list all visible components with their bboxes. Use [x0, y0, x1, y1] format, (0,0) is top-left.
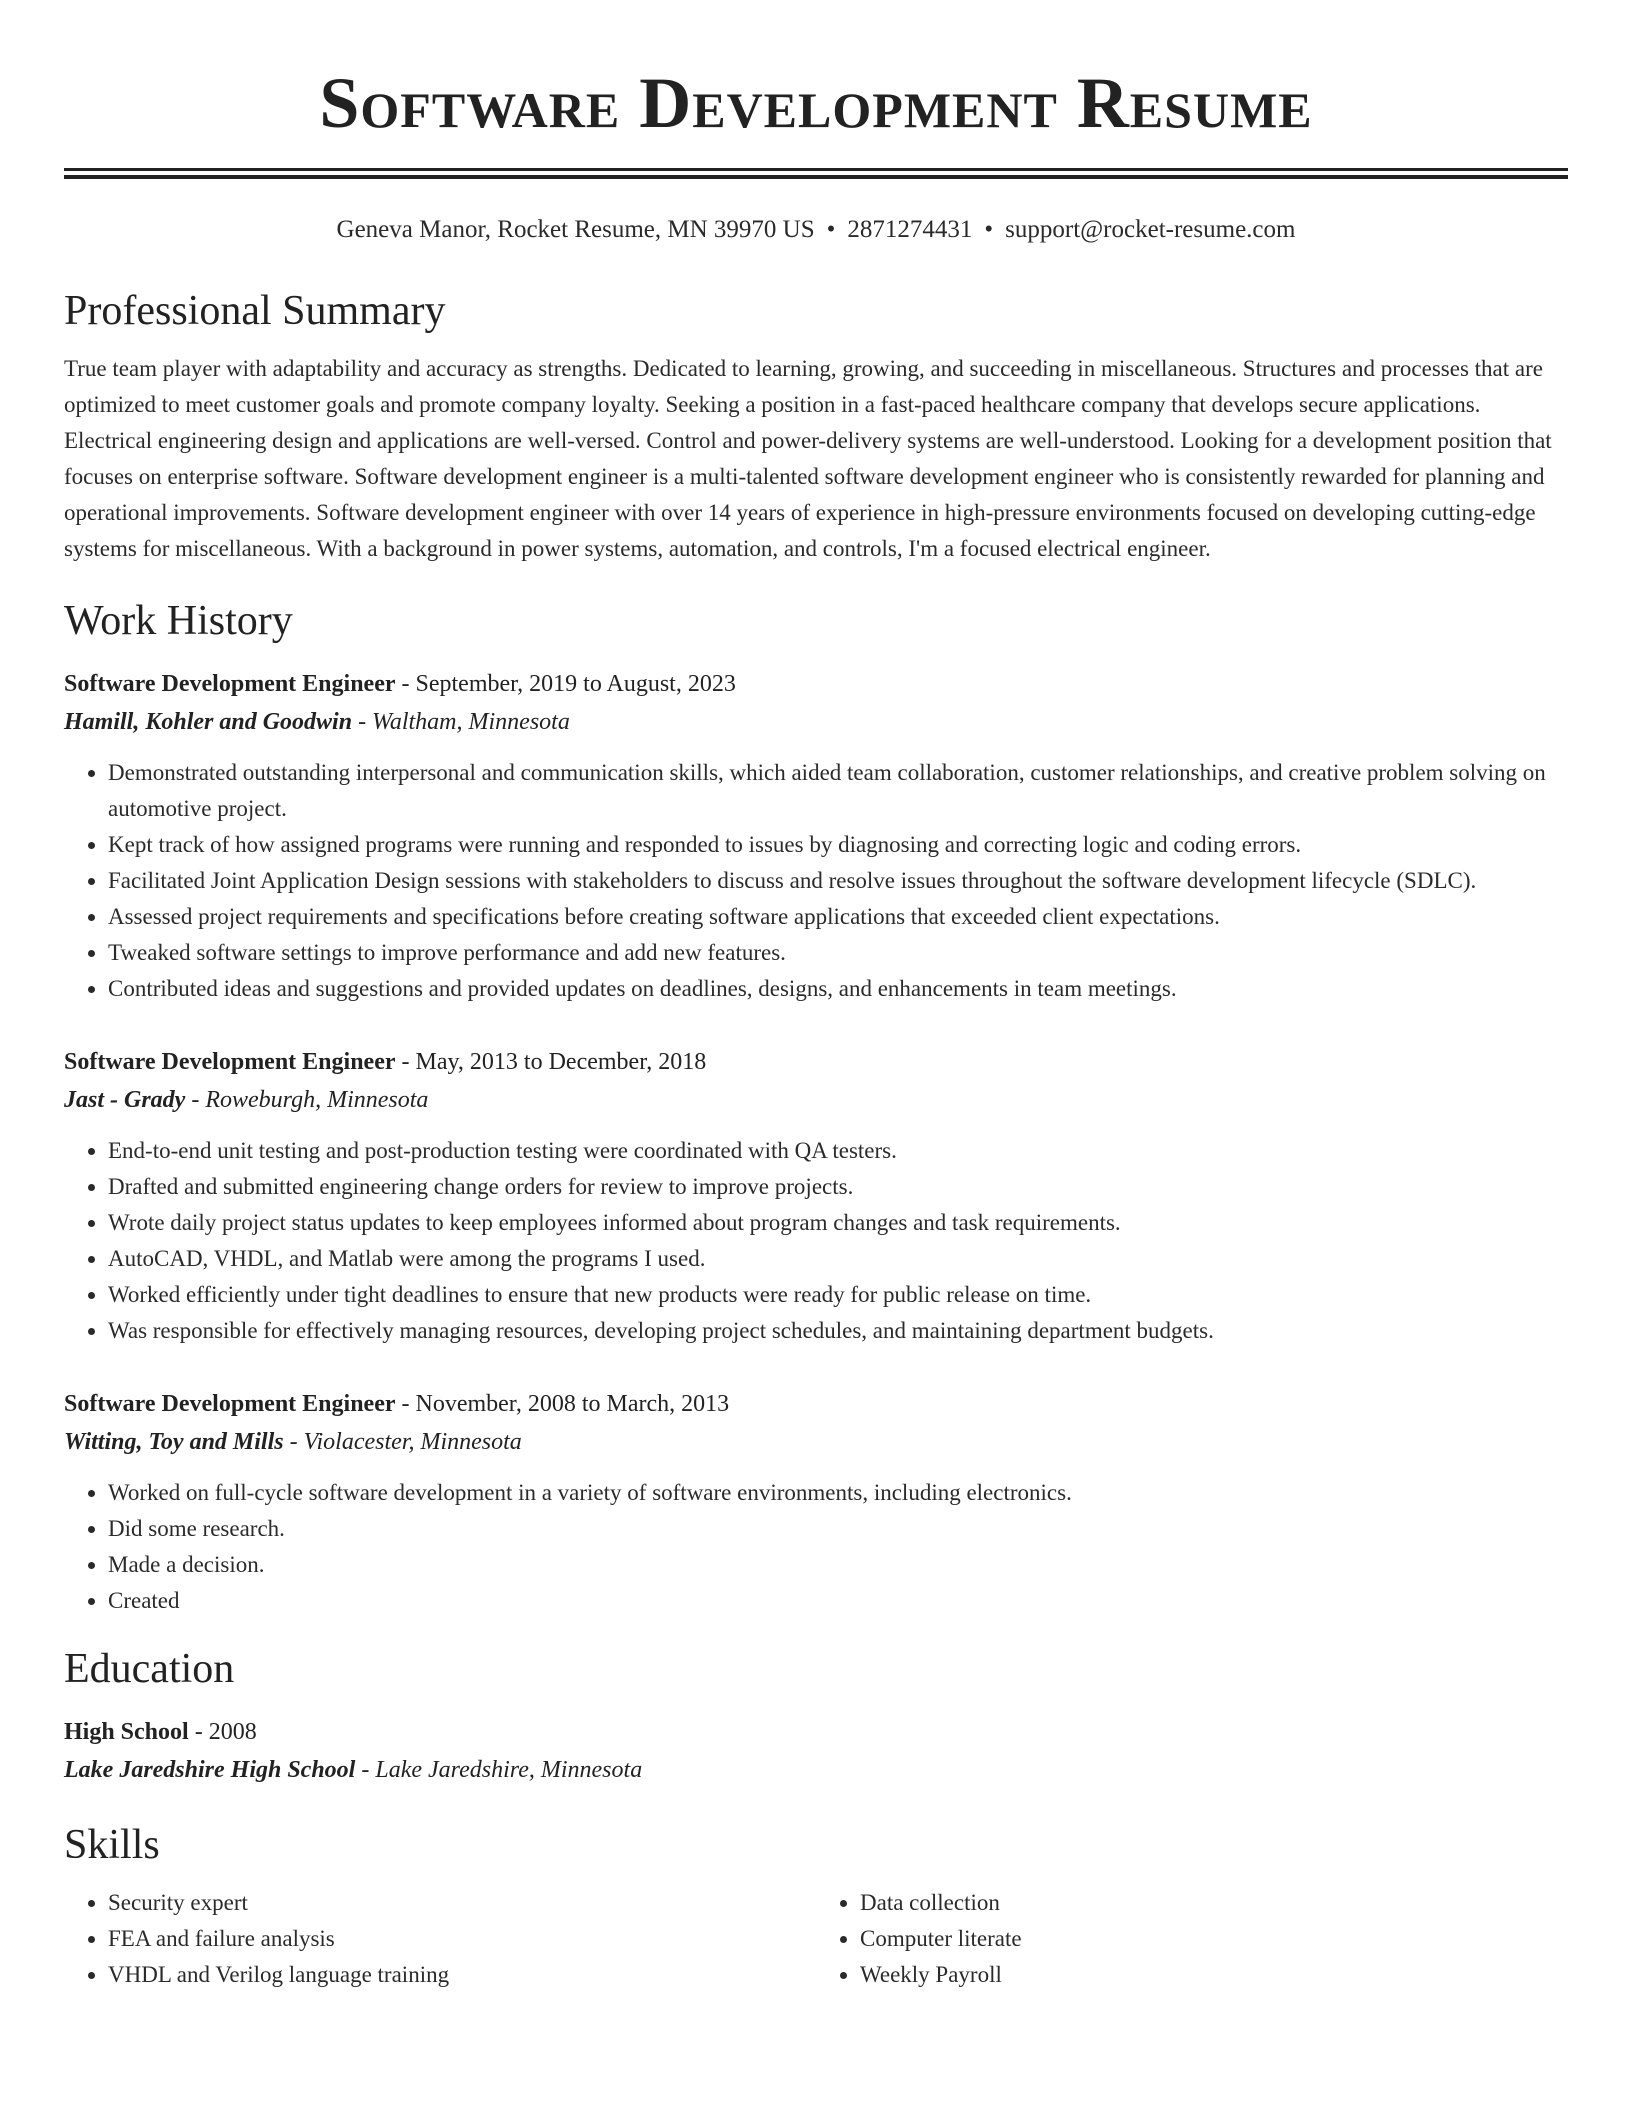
job-entry: [64, 1043, 1568, 1349]
job-bullets: [64, 1475, 1568, 1619]
education-entry: [64, 1713, 1568, 1789]
company-line: [64, 703, 1568, 741]
summary-text: True team player with adaptability and accuracy as strengths. Dedicated to learning, growing, and succeeding in miscellaneous. Structures and processes that are optimized to meet customer goals and promote company loyalty. Seeking a position in a fast-paced healthcare company that develops secure applications. Electrical engineering design and applications are well-versed. Control and power-delivery systems are well-understood. Looking for a development position that focuses on enterprise software. Software development engineer is a multi-talented software development engineer who is consistently rewarded for planning and operational improvements. Software development engineer with over 14 years of experience in high-pressure environments focused on developing cutting-edge systems for miscellaneous. With a background in power systems, automation, and controls, I'm a focused electrical engineer.: [64, 356, 1552, 561]
contact-phone: 2871274431: [847, 216, 973, 243]
company-line: [64, 1423, 1568, 1461]
list-item: • Kept track of how assigned programs were running and responded to issues by diagnosing and correcting logic and coding errors.: [108, 827, 1568, 863]
skills-list-right: [816, 1885, 1568, 1993]
job-dates: - November, 2008 to March, 2013: [395, 1391, 730, 1417]
list-item: • Data collection: [860, 1885, 1568, 1921]
list-item: • Created: [108, 1583, 1568, 1619]
education-location: - Lake Jaredshire, Minnesota: [355, 1757, 643, 1783]
resume-title: Software Development Resume: [319, 63, 1313, 143]
list-item: • AutoCAD, VHDL, and Matlab were among the programs I used.: [108, 1241, 1568, 1277]
list-item: • Did some research.: [108, 1511, 1568, 1547]
job-title-line: [64, 1385, 1568, 1423]
list-item: • Wrote daily project status updates to keep employees informed about program changes and task requirements.: [108, 1205, 1568, 1241]
education-heading: Education: [64, 1646, 235, 1692]
summary-heading: Professional Summary: [64, 288, 446, 334]
contact-address: Geneva Manor, Rocket Resume, MN 39970 US: [336, 216, 815, 243]
job-location: - Waltham, Minnesota: [352, 709, 570, 735]
job-role: Software Development Engineer: [64, 1049, 396, 1075]
list-item: • Demonstrated outstanding interpersonal and communication skills, which aided team collaboration, customer relationships, and creative problem solving on automotive project.: [108, 755, 1568, 827]
work-history-heading: Work History: [64, 598, 293, 644]
skills-grid: [64, 1885, 1568, 1993]
job-dates: - September, 2019 to August, 2023: [395, 671, 736, 697]
education-year: - 2008: [188, 1719, 257, 1745]
contact-separator: •: [826, 216, 836, 243]
list-item: • Computer literate: [860, 1921, 1568, 1957]
list-item: • Security expert: [108, 1885, 816, 1921]
education-school: Lake Jaredshire High School: [64, 1757, 356, 1783]
list-item: • Made a decision.: [108, 1547, 1568, 1583]
job-location: - Violacester, Minnesota: [283, 1429, 522, 1455]
list-item: • Worked on full-cycle software development in a variety of software environments, including electronics.: [108, 1475, 1568, 1511]
job-company: Jast - Grady: [64, 1087, 186, 1113]
title-divider: [64, 168, 1568, 179]
contact-line: [64, 213, 1568, 247]
education-school-line: [64, 1751, 1568, 1789]
list-item: • End-to-end unit testing and post-production testing were coordinated with QA testers.: [108, 1133, 1568, 1169]
job-title-line: [64, 1043, 1568, 1081]
list-item: • Assessed project requirements and specifications before creating software applications that exceeded client expectations.: [108, 899, 1568, 935]
contact-separator: •: [984, 216, 994, 243]
job-location: - Roweburgh, Minnesota: [185, 1087, 429, 1113]
job-entry: [64, 665, 1568, 1007]
list-item: • Tweaked software settings to improve performance and add new features.: [108, 935, 1568, 971]
job-company: Hamill, Kohler and Goodwin: [64, 709, 353, 735]
skills-list-left: [64, 1885, 816, 1993]
list-item: • VHDL and Verilog language training: [108, 1957, 816, 1993]
skills-heading: Skills: [64, 1822, 160, 1868]
company-line: [64, 1081, 1568, 1119]
list-item: • FEA and failure analysis: [108, 1921, 816, 1957]
job-company: Witting, Toy and Mills: [64, 1429, 284, 1455]
education-degree-line: [64, 1713, 1568, 1751]
job-title-line: [64, 665, 1568, 703]
list-item: • Facilitated Joint Application Design sessions with stakeholders to discuss and resolve issues throughout the software development lifecycle (SDLC).: [108, 863, 1568, 899]
job-dates: - May, 2013 to December, 2018: [395, 1049, 707, 1075]
job-entry: [64, 1385, 1568, 1619]
job-role: Software Development Engineer: [64, 1391, 396, 1417]
education-degree: High School: [64, 1719, 189, 1745]
job-role: Software Development Engineer: [64, 671, 396, 697]
list-item: • Weekly Payroll: [860, 1957, 1568, 1993]
list-item: • Worked efficiently under tight deadlines to ensure that new products were ready for public release on time.: [108, 1277, 1568, 1313]
contact-email: support@rocket-resume.com: [1005, 216, 1296, 243]
list-item: • Drafted and submitted engineering change orders for review to improve projects.: [108, 1169, 1568, 1205]
job-bullets: [64, 1133, 1568, 1349]
job-bullets: [64, 755, 1568, 1007]
list-item: • Was responsible for effectively managing resources, developing project schedules, and maintaining department budgets.: [108, 1313, 1568, 1349]
list-item: • Contributed ideas and suggestions and provided updates on deadlines, designs, and enhancements in team meetings.: [108, 971, 1568, 1007]
